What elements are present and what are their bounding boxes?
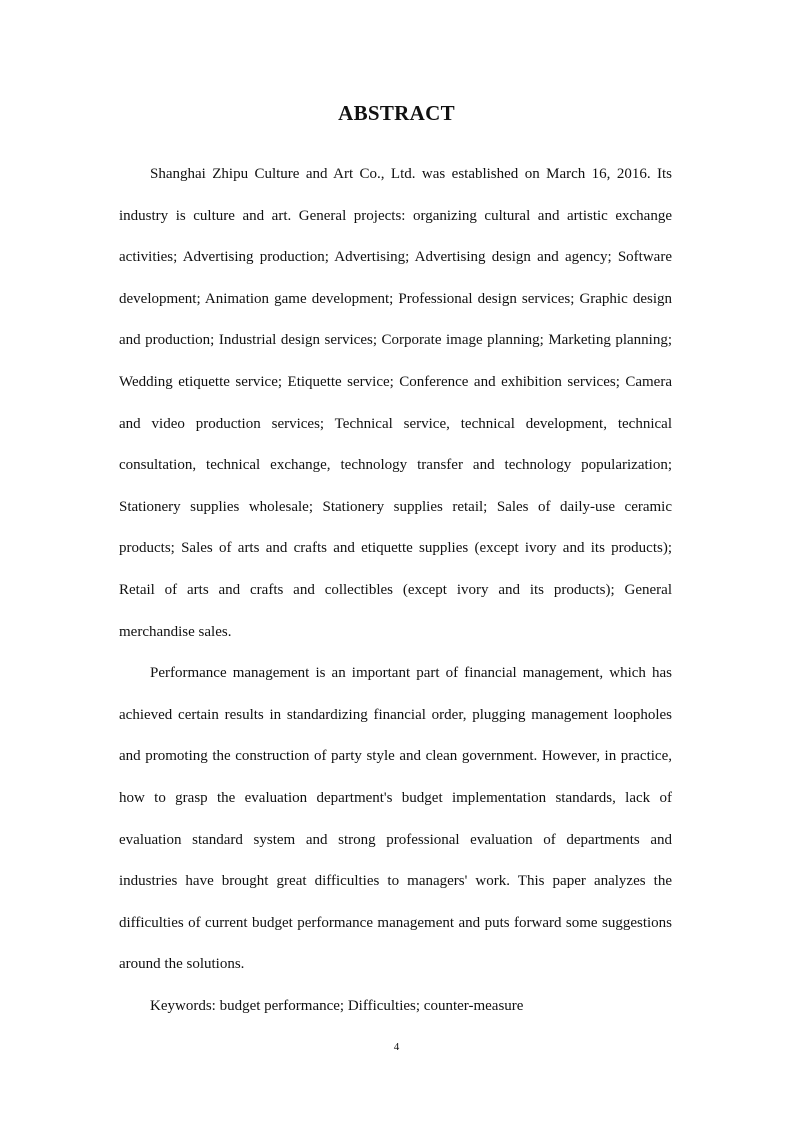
page-title: ABSTRACT <box>338 101 455 125</box>
abstract-body <box>119 154 672 1027</box>
abstract-paragraph-performance: Performance management is an important part of financial management, which has achieved certain results in standardizing financial order, plugging management loopholes and promoting the construction of party style and clean government. However, in practice, how to grasp the evaluation department's budget implementation standards, lack of evaluation standard system and strong professional evaluation of departments and industries have brought great difficulties to managers' work. This paper analyzes the difficulties of current budget performance management and puts forward some suggestions around the solutions. <box>119 665 672 973</box>
abstract-paragraph-company: Shanghai Zhipu Culture and Art Co., Ltd. was established on March 16, 2016. Its industry is culture and art. General projects: organizing cultural and artistic exchange activities; Advertising production; Advertising; Advertising design and agency; Software development; Animation game development; Professional design services; Graphic design and production; Industrial design services; Corporate image planning; Marketing planning; Wedding etiquette service; Etiquette service; Conference and exhibition services; Camera and video production services; Technical service, technical development, technical consultation, technical exchange, technology transfer and technology popularization; Stationery supplies wholesale; Stationery supplies retail; Sales of daily-use ceramic products; Sales of arts and crafts and etiquette supplies (except ivory and its products); Retail of arts and crafts and collectibles (except ivory and its products); General merchandise sales. <box>119 166 672 640</box>
keywords-line: Keywords: budget performance; Difficulties; counter-measure <box>150 997 524 1014</box>
page-number: 4 <box>393 1041 400 1053</box>
